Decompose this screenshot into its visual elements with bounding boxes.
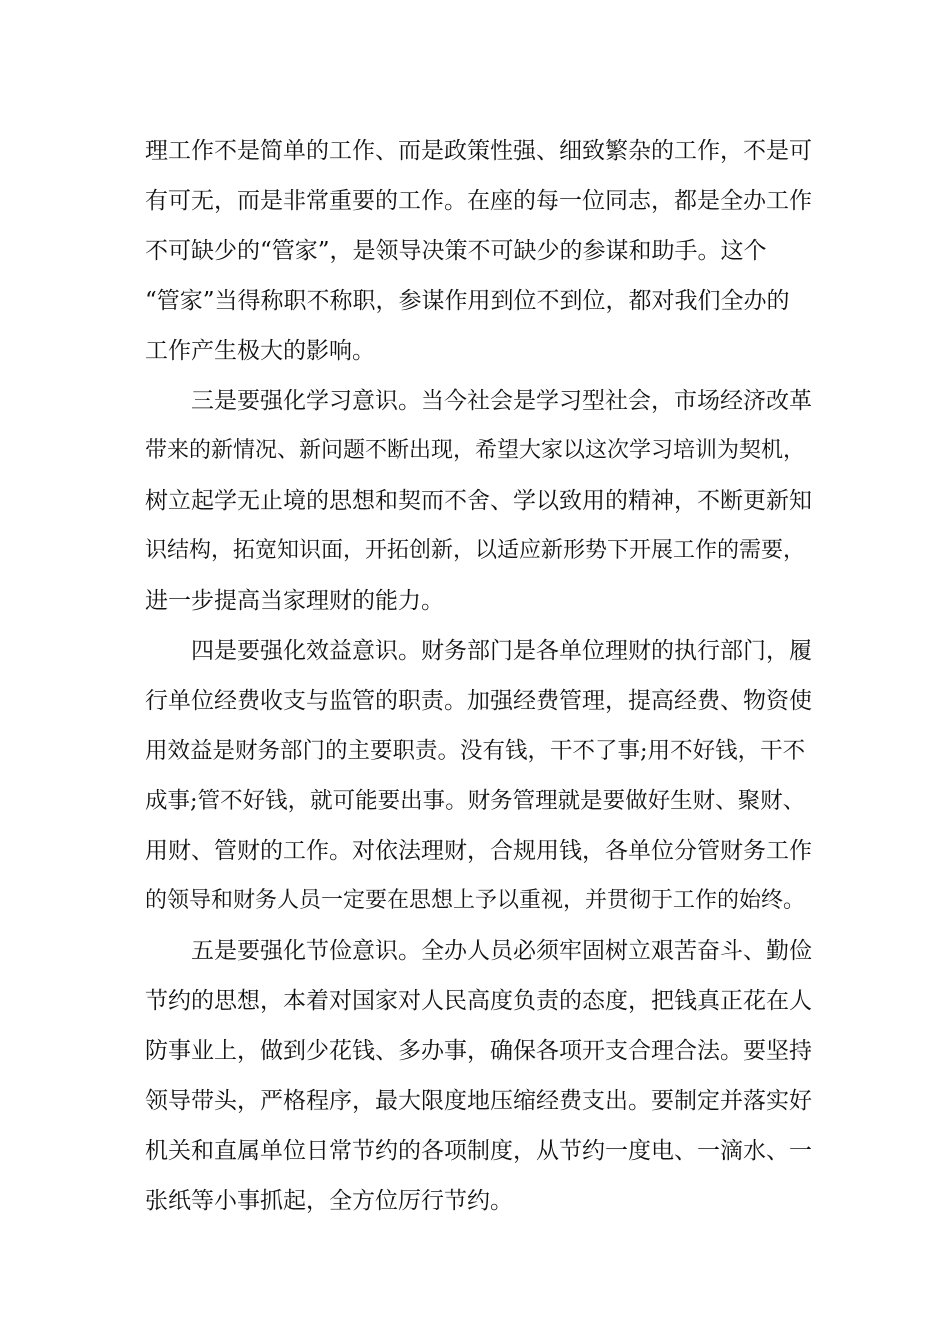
- text-line: 机关和直属单位日常节约的各项制度，从节约一度电、一滴水、一: [145, 1138, 812, 1164]
- paragraph-first-line: 四是要强化效益意识。财务部门是各单位理财的执行部门，履: [191, 638, 812, 664]
- text-line: 进一步提高当家理财的能力。: [145, 588, 444, 614]
- text-line: 有可无，而是非常重要的工作。在座的每一位同志，都是全办工作: [145, 188, 812, 214]
- text-line: 理工作不是简单的工作、而是政策性强、细致繁杂的工作，不是可: [145, 138, 812, 164]
- text-line: 的领导和财务人员一定要在思想上予以重视，并贯彻于工作的始终。: [145, 888, 806, 913]
- text-line: “管家”当得称职不称职，参谋作用到位不到位，都对我们全办的: [145, 288, 790, 314]
- text-line: 领导带头，严格程序，最大限度地压缩经费支出。要制定并落实好: [145, 1088, 812, 1114]
- text-line: 工作产生极大的影响。: [145, 338, 375, 364]
- text-line: 行单位经费收支与监管的职责。加强经费管理，提高经费、物资使: [145, 688, 812, 714]
- text-line: 用财、管财的工作。对依法理财，合规用钱，各单位分管财务工作: [145, 838, 812, 864]
- text-line: 带来的新情况、新问题不断出现，希望大家以这次学习培训为契机，: [145, 438, 806, 463]
- text-line: 节约的思想，本着对国家对人民高度负责的态度，把钱真正花在人: [145, 988, 812, 1014]
- text-line: 树立起学无止境的思想和契而不舍、学以致用的精神，不断更新知: [145, 488, 812, 514]
- text-line: 用效益是财务部门的主要职责。没有钱，干不了事;用不好钱，干不: [145, 738, 806, 764]
- text-line: 防事业上，做到少花钱、多办事，确保各项开支合理合法。要坚持: [145, 1038, 812, 1064]
- text-line: 张纸等小事抓起，全方位厉行节约。: [145, 1188, 513, 1214]
- text-line: 不可缺少的“管家”，是领导决策不可缺少的参谋和助手。这个: [145, 238, 767, 264]
- paragraph-first-line: 三是要强化学习意识。当今社会是学习型社会，市场经济改革: [191, 388, 812, 414]
- text-line: 识结构，拓宽知识面，开拓创新，以适应新形势下开展工作的需要，: [145, 538, 806, 563]
- paragraph-first-line: 五是要强化节俭意识。全办人员必须牢固树立艰苦奋斗、勤俭: [191, 938, 812, 964]
- text-line: 成事;管不好钱，就可能要出事。财务管理就是要做好生财、聚财、: [145, 788, 806, 814]
